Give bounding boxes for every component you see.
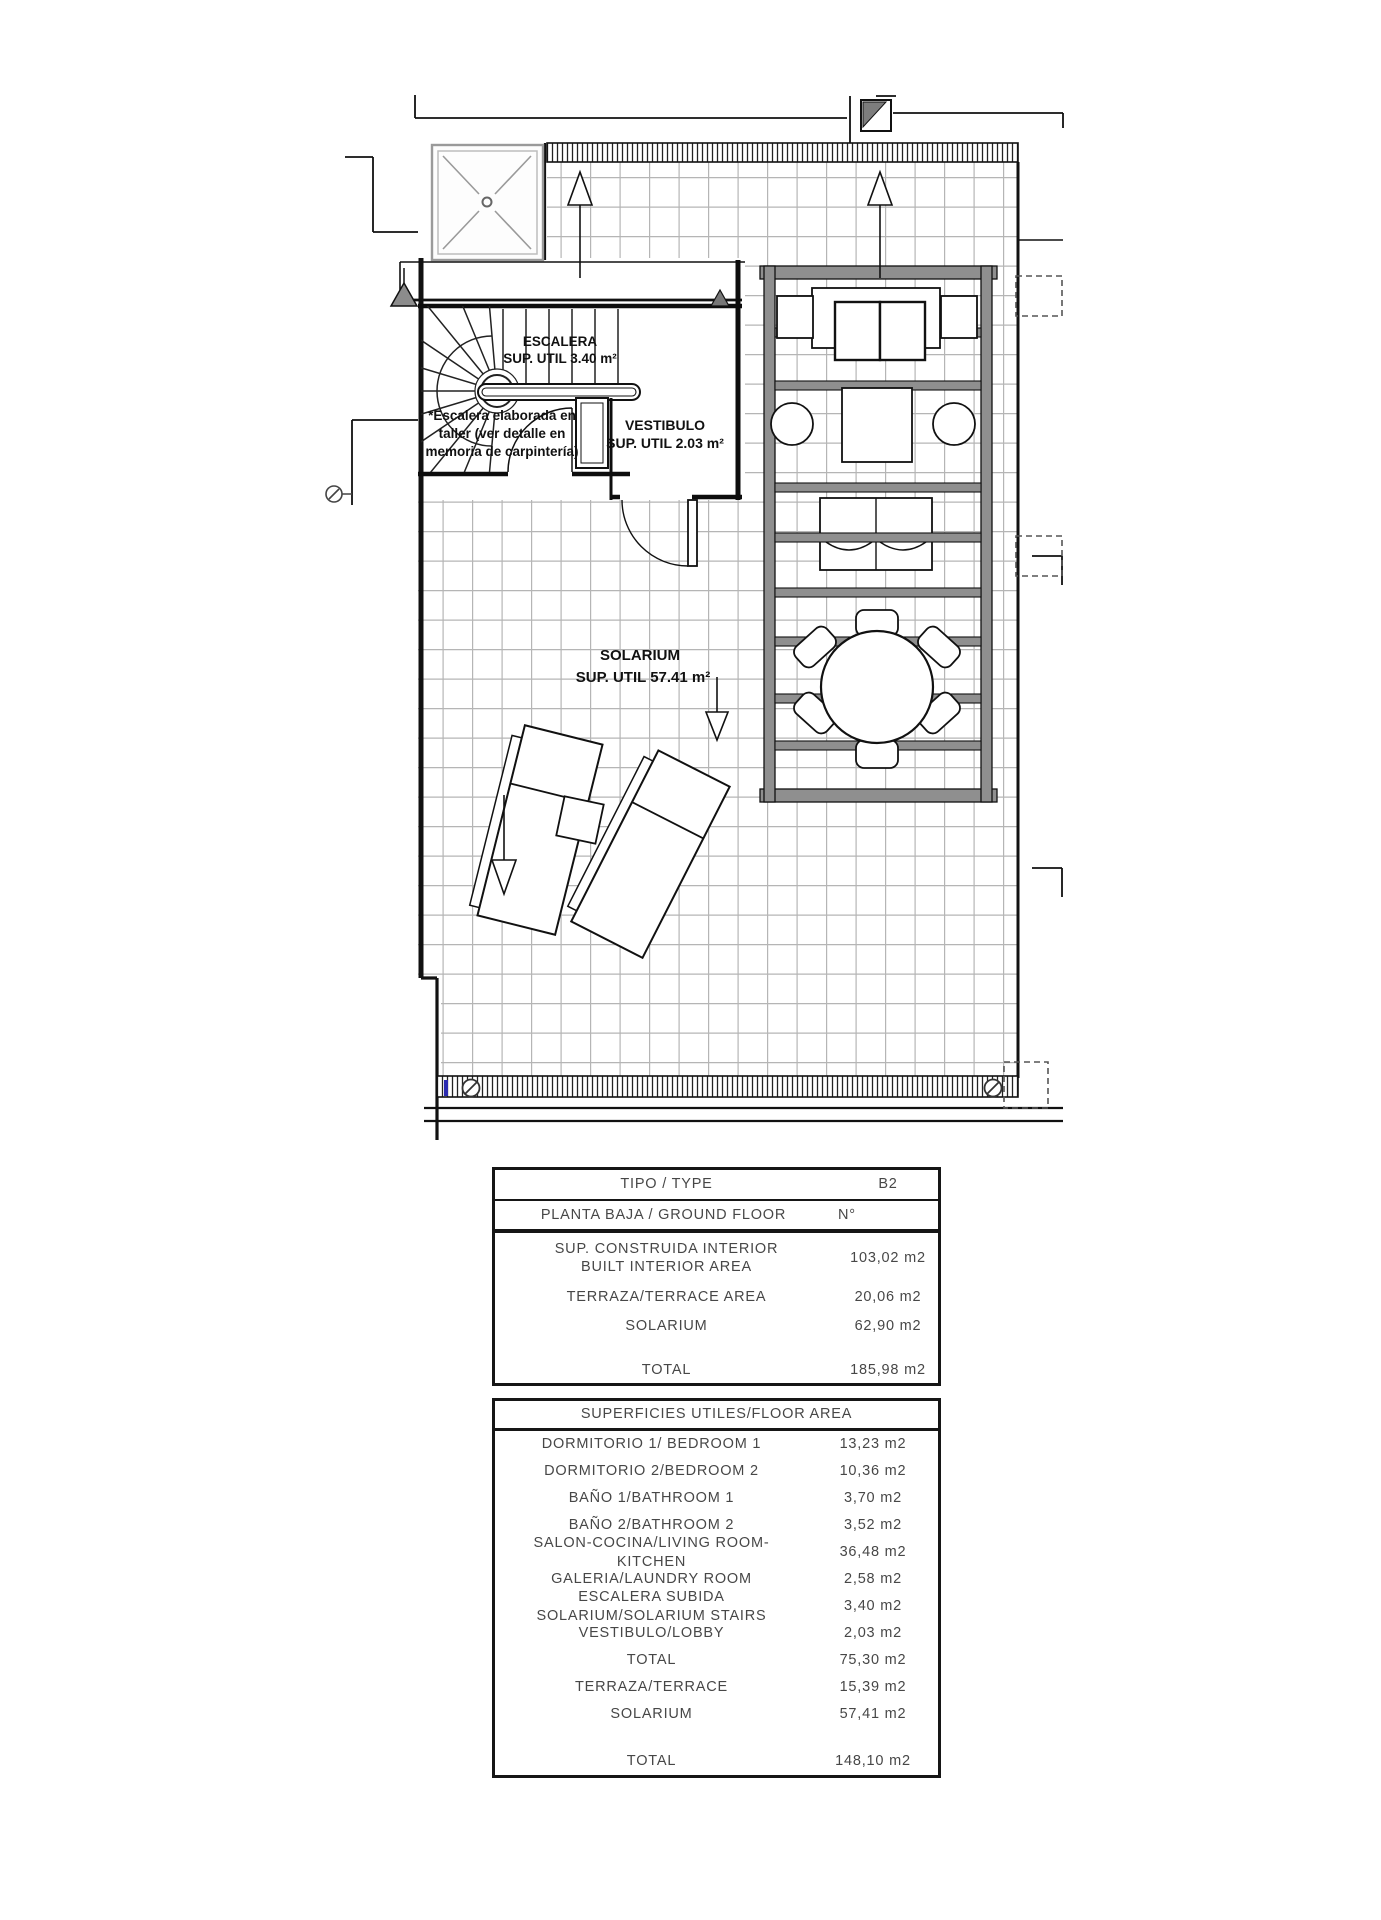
drain-symbol-left: [463, 1080, 480, 1097]
bottom-hatch-strip: [437, 1076, 1018, 1097]
escalera-note-label: [425, 408, 578, 459]
svg-text:VESTIBULO: VESTIBULO: [624, 417, 706, 433]
table-title: SUPERFICIES UTILES/FLOOR AREA: [580, 1406, 853, 1423]
table-row: TERRAZA/TERRACE 15,39 m2: [575, 1679, 907, 1696]
svg-text:*Escalera elaborada en: *Escalera elaborada en: [428, 408, 576, 423]
svg-text:SOLARIUM: SOLARIUM: [600, 647, 680, 664]
row-label: TERRAZA/TERRACE AREA: [566, 1289, 767, 1306]
floor-area-table: [492, 1398, 941, 1778]
row-label: PLANTA BAJA / GROUND FLOOR: [540, 1206, 787, 1223]
table-row: BAÑO 2/BATHROOM 2 3,52 m2: [568, 1517, 902, 1534]
table-row: DORMITORIO 2/BEDROOM 2 10,36 m2: [544, 1463, 907, 1480]
row-value: B2: [878, 1176, 898, 1193]
row-value: 62,90 m2: [854, 1318, 922, 1335]
table-row: VESTIBULO/LOBBY 2,03 m2: [578, 1625, 902, 1642]
table-row: [495, 1233, 938, 1283]
row-value: 103,02 m2: [850, 1249, 926, 1266]
table-row: TOTAL 75,30 m2: [626, 1652, 907, 1669]
table-row: [495, 1170, 938, 1201]
svg-text:ESCALERA: ESCALERA: [522, 334, 598, 349]
row-value: 185,98 m2: [850, 1361, 926, 1378]
row-value: N°: [838, 1206, 856, 1223]
floor-plan: [300, 60, 1090, 1160]
table-row: [495, 1283, 938, 1312]
svg-text:SUP. UTIL 57.41 m²: SUP. UTIL 57.41 m²: [575, 669, 711, 686]
blue-marker: [444, 1080, 448, 1096]
row-label: TIPO / TYPE: [620, 1176, 713, 1193]
table-row: SOLARIUM 57,41 m2: [610, 1706, 907, 1723]
row-label: SOLARIUM: [625, 1318, 708, 1335]
table-row: [495, 1201, 938, 1233]
table-row: SALON-COCINA/LIVING ROOM-KITCHEN 36,48 m2: [533, 1535, 907, 1570]
row-label: SUP. CONSTRUIDA INTERIOR BUILT INTERIOR AREA: [554, 1240, 779, 1275]
table-header-row: [495, 1401, 938, 1431]
table-row: TOTAL 148,10 m2: [626, 1753, 911, 1770]
drain-symbol-right: [985, 1080, 1002, 1097]
table-row: DORMITORIO 1/ BEDROOM 1 13,23 m2: [541, 1436, 907, 1453]
svg-text:memoria de carpintería): memoria de carpintería): [425, 444, 579, 459]
row-value: 20,06 m2: [854, 1289, 922, 1306]
table-row: ESCALERA SUBIDA SOLARIUM/SOLARIUM STAIRS 3,40 m2: [536, 1589, 902, 1624]
svg-text:taller (ver detalle en: taller (ver detalle en: [438, 426, 566, 441]
skylight: [432, 145, 543, 260]
table-row: [495, 1312, 938, 1341]
type-summary-table: [492, 1167, 941, 1386]
row-label: TOTAL: [641, 1361, 692, 1378]
table-row: GALERIA/LAUNDRY ROOM 2,58 m2: [551, 1571, 902, 1588]
chimney-detail: [850, 96, 896, 143]
solarium-grid: [400, 140, 1018, 1078]
top-hatch-strip: [547, 143, 1018, 162]
svg-text:SUP. UTIL 3.40 m²: SUP. UTIL 3.40 m²: [503, 351, 617, 366]
table-row: BAÑO 1/BATHROOM 1 3,70 m2: [568, 1490, 902, 1507]
wall-stub-symbol: [326, 486, 352, 502]
svg-text:SUP. UTIL 2.03 m²: SUP. UTIL 2.03 m²: [606, 435, 724, 451]
table-row: [495, 1357, 938, 1383]
